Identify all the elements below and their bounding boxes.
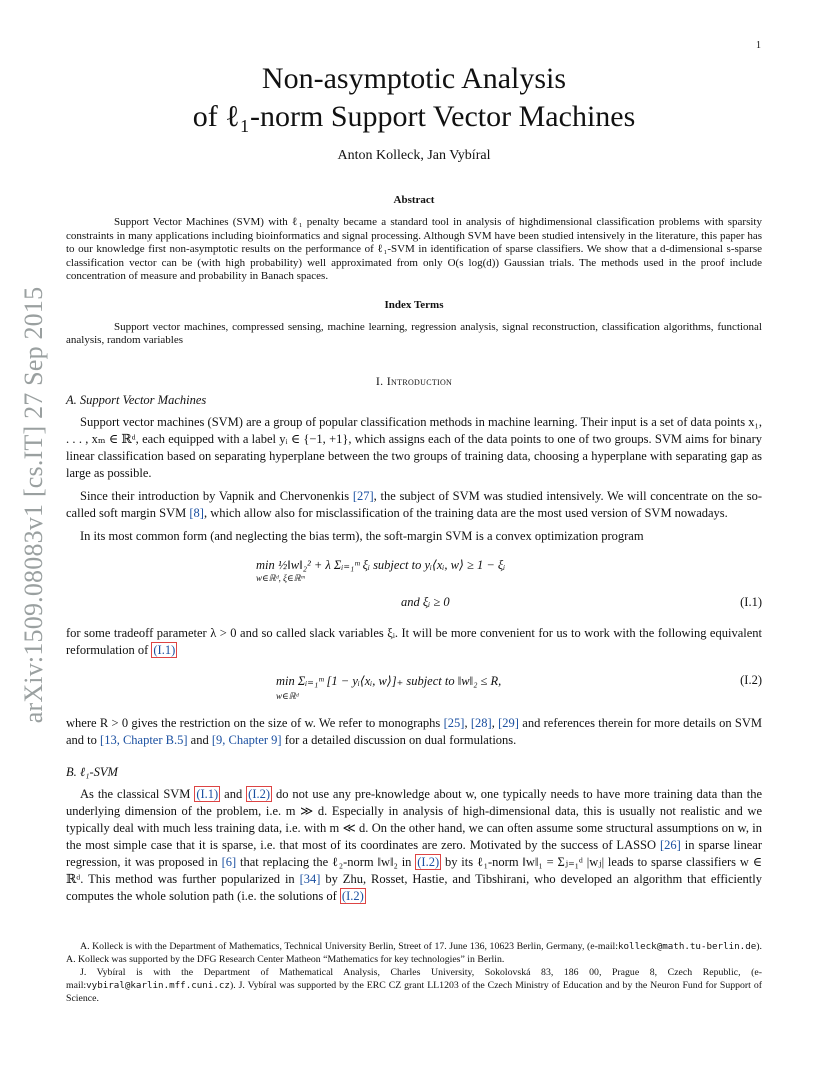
equation-2 <box>66 667 762 709</box>
citation-link[interactable]: [25] <box>443 715 465 730</box>
paragraph-2-text-c: , which allow also for misclassification of the training data are the most used version of SVM nowadays. <box>203 505 728 520</box>
paragraph-4-text: for some tradeoff parameter λ > 0 and so called slack variables ξᵢ. It will be more convenient for us to work with the following equivalent reformulation of <box>66 625 762 657</box>
section-title: Introduction <box>386 373 453 388</box>
footnote-1-text-b: ). A. Kolleck was supported by the DFG Research Center Matheon “Mathematics for key technologies” in Berlin. <box>66 941 762 965</box>
index-terms-text: Support vector machines, compressed sensing, machine learning, regression analysis, signal reconstruction, classification algorithms, functional analysis, random variables <box>66 320 762 346</box>
title-line-1: Non-asymptotic Analysis <box>261 62 567 95</box>
equation-1 <box>66 553 762 593</box>
footnote-1 <box>66 940 762 966</box>
footnote-1-text-a: A. Kolleck is with the Department of Mathematics, Technical University Berlin, Street of 17. June 136, 10623 Berlin, Germany, (e-mail: <box>80 941 618 952</box>
paper-body <box>66 60 762 905</box>
title-line-2: of ℓ₁-norm Support Vector Machines <box>192 100 636 133</box>
footnote-2 <box>66 966 762 1005</box>
paragraph-3: In its most common form (and neglecting the bias term), the soft-margin SVM is a convex optimization program <box>80 528 644 543</box>
subsection-a-heading: A. Support Vector Machines <box>66 392 207 407</box>
equation-1-number: (I.1) <box>740 594 762 609</box>
equation-link[interactable]: (I.1) <box>196 786 219 801</box>
equation-1-line-2: and ξᵢ ≥ 0 <box>401 594 450 609</box>
citation-link[interactable]: [29] <box>498 715 519 730</box>
paragraph-5: where R > 0 gives the restriction on the size of w. We refer to monographs [25], [28], [29] and references therein for more details on SVM and to [13, Chapter B.5] and [9, Chapter 9] for a detailed discussion on dual formulations. <box>66 715 763 747</box>
paragraph-5-text-c: and <box>187 732 212 747</box>
email-link[interactable]: kolleck@math.tu-berlin.de <box>617 941 757 952</box>
paragraph-2 <box>66 488 762 522</box>
equation-2-number: (I.2) <box>740 672 762 687</box>
paragraph-2-text-a: Since their introduction by Vapnik and Chervonenkis <box>80 488 353 503</box>
paragraph-6-text-a: As the classical SVM <box>80 786 195 801</box>
paragraph-6-text-e: that replacing the ℓ₂-norm ‖w‖₂ in <box>236 854 416 869</box>
arxiv-stamp <box>14 270 54 740</box>
paper-title <box>66 60 762 136</box>
equation-1-subscript: w∈ℝᵈ, ξ∈ℝᵐ <box>256 572 305 583</box>
citation-link[interactable]: [6] <box>221 854 237 869</box>
abstract-heading: Abstract <box>393 194 435 206</box>
equation-1-line-1: min ½‖w‖₂² + λ Σᵢ₌₁ᵐ ξᵢ subject to yᵢ⟨xᵢ, w⟩ ≥ 1 − ξᵢ <box>256 557 506 572</box>
arxiv-stamp-text: arXiv:1509.08083v1 [cs.IT] 27 Sep 2015 <box>19 286 48 724</box>
authors: Anton Kolleck, Jan Vybíral <box>337 148 491 163</box>
equation-link[interactable]: (I.2) <box>341 888 364 903</box>
paragraph-6-text-b: and <box>220 786 247 801</box>
footnote-2-text-b: ). J. Vybíral was supported by the ERC CZ grant LL1203 of the Czech Ministry of Education and by the Neuron Fund for Support of Science. <box>66 980 762 1004</box>
paragraph-2-text-b: , the subject of SVM was studied intensively. We will concentrate on the so-called soft margin SVM <box>66 488 762 520</box>
paragraph-1: Support vector machines (SVM) are a group of popular classification methods in machine learning. Their input is a set of data points x₁, . . . , xₘ ∈ ℝᵈ, each equipped with a label yᵢ ∈ {−1, +1}, which assigns each of the data points to one of two groups. SVM aims for binary linear classification based on separating hyperplane between the two groups of training data, choosing a hyperplane with separating gap as large as possible. <box>66 414 762 480</box>
section-number: I. <box>375 373 387 388</box>
paragraph-5-text-d: for a detailed discussion on dual formulations. <box>281 732 517 747</box>
equation-2-subscript: w∈ℝᵈ <box>276 690 299 701</box>
paragraph-6 <box>66 786 762 905</box>
citation-link[interactable]: [34] <box>299 871 321 886</box>
section-heading <box>66 374 762 389</box>
footnotes <box>66 940 762 1005</box>
paragraph-6-text-d: in sparse linear regression, it was proposed in <box>66 837 763 869</box>
paragraph-6-text-c: do not use any pre-knowledge about w, one typically needs to have more training data than the underlying dimension of the problem, i.e. m ≫ d. Especially in analysis of high-dimensional data, this is usually not realistic and we typically deal with much less training data, i.e. with m ≪ d. On the other hand, we can often assume some structural assumptions on w, in the most simple case that it is sparse, i.e. that most of its coordinates are zero. Motivated by the success of LASSO <box>66 786 762 852</box>
index-terms-heading: Index Terms <box>384 298 444 311</box>
equation-2-formula: min Σᵢ₌₁ᵐ [1 − yᵢ⟨xᵢ, w⟩]₊ subject to ‖w‖₂ ≤ R, <box>276 673 502 688</box>
equation-1-constraint <box>66 593 762 619</box>
footnote-2-text-a: J. Vybíral is with the Department of Mathematical Analysis, Charles University, Sokolovská 83, 186 00, Prague 8, Czech Republic, (e-mail: <box>66 967 762 991</box>
citation-link[interactable]: [9, Chapter 9] <box>211 732 282 747</box>
citation-link[interactable]: [27] <box>352 488 374 503</box>
paragraph-6-text-f: by its ℓ₁-norm ‖w‖₁ = Σⱼ₌₁ᵈ |wⱼ| leads to sparse classifiers w ∈ ℝᵈ. This method was further popularized in <box>66 854 762 886</box>
email-link[interactable]: vybiral@karlin.mff.cuni.cz <box>86 980 230 991</box>
citation-link[interactable]: [28] <box>470 715 492 730</box>
paragraph-4 <box>66 625 762 659</box>
equation-link[interactable]: (I.2) <box>248 786 271 801</box>
equation-link[interactable]: (I.1) <box>153 642 176 657</box>
equation-link[interactable]: (I.2) <box>417 854 440 869</box>
paragraph-5-text-b: and references therein for more details on SVM and to <box>66 715 763 747</box>
citation-link[interactable]: [8] <box>189 505 204 520</box>
citation-link[interactable]: [26] <box>659 837 681 852</box>
paragraph-6-text-g: by Zhu, Rosset, Hastie, and Tibshirani, who developed an algorithm that efficiently computes the whole solution path (i.e. the solutions of <box>66 871 762 903</box>
paragraph-5-text-a: where R > 0 gives the restriction on the size of w. We refer to monographs <box>66 715 444 730</box>
abstract-text: Support Vector Machines (SVM) with ℓ₁ penalty became a standard tool in analysis of highdimensional classification problems with sparsity constraints in many applications including bioinformatics and signal processing. Although SVM have been studied intensively in the literature, this paper has to our knowledge first non-asymptotic results on the performance of ℓ₁-SVM in identification of sparse classifiers. We show that a d-dimensional s-sparse classification vector can be (with high probability) well approximated from only O(s log(d)) Gaussian trials. The methods used in the proof include concentration of measure and probability in Banach spaces. <box>66 216 762 282</box>
page-number: 1 <box>756 40 761 51</box>
citation-link[interactable]: [13, Chapter B.5] <box>100 732 188 747</box>
subsection-b-heading: B. ℓ₁-SVM <box>66 764 118 779</box>
